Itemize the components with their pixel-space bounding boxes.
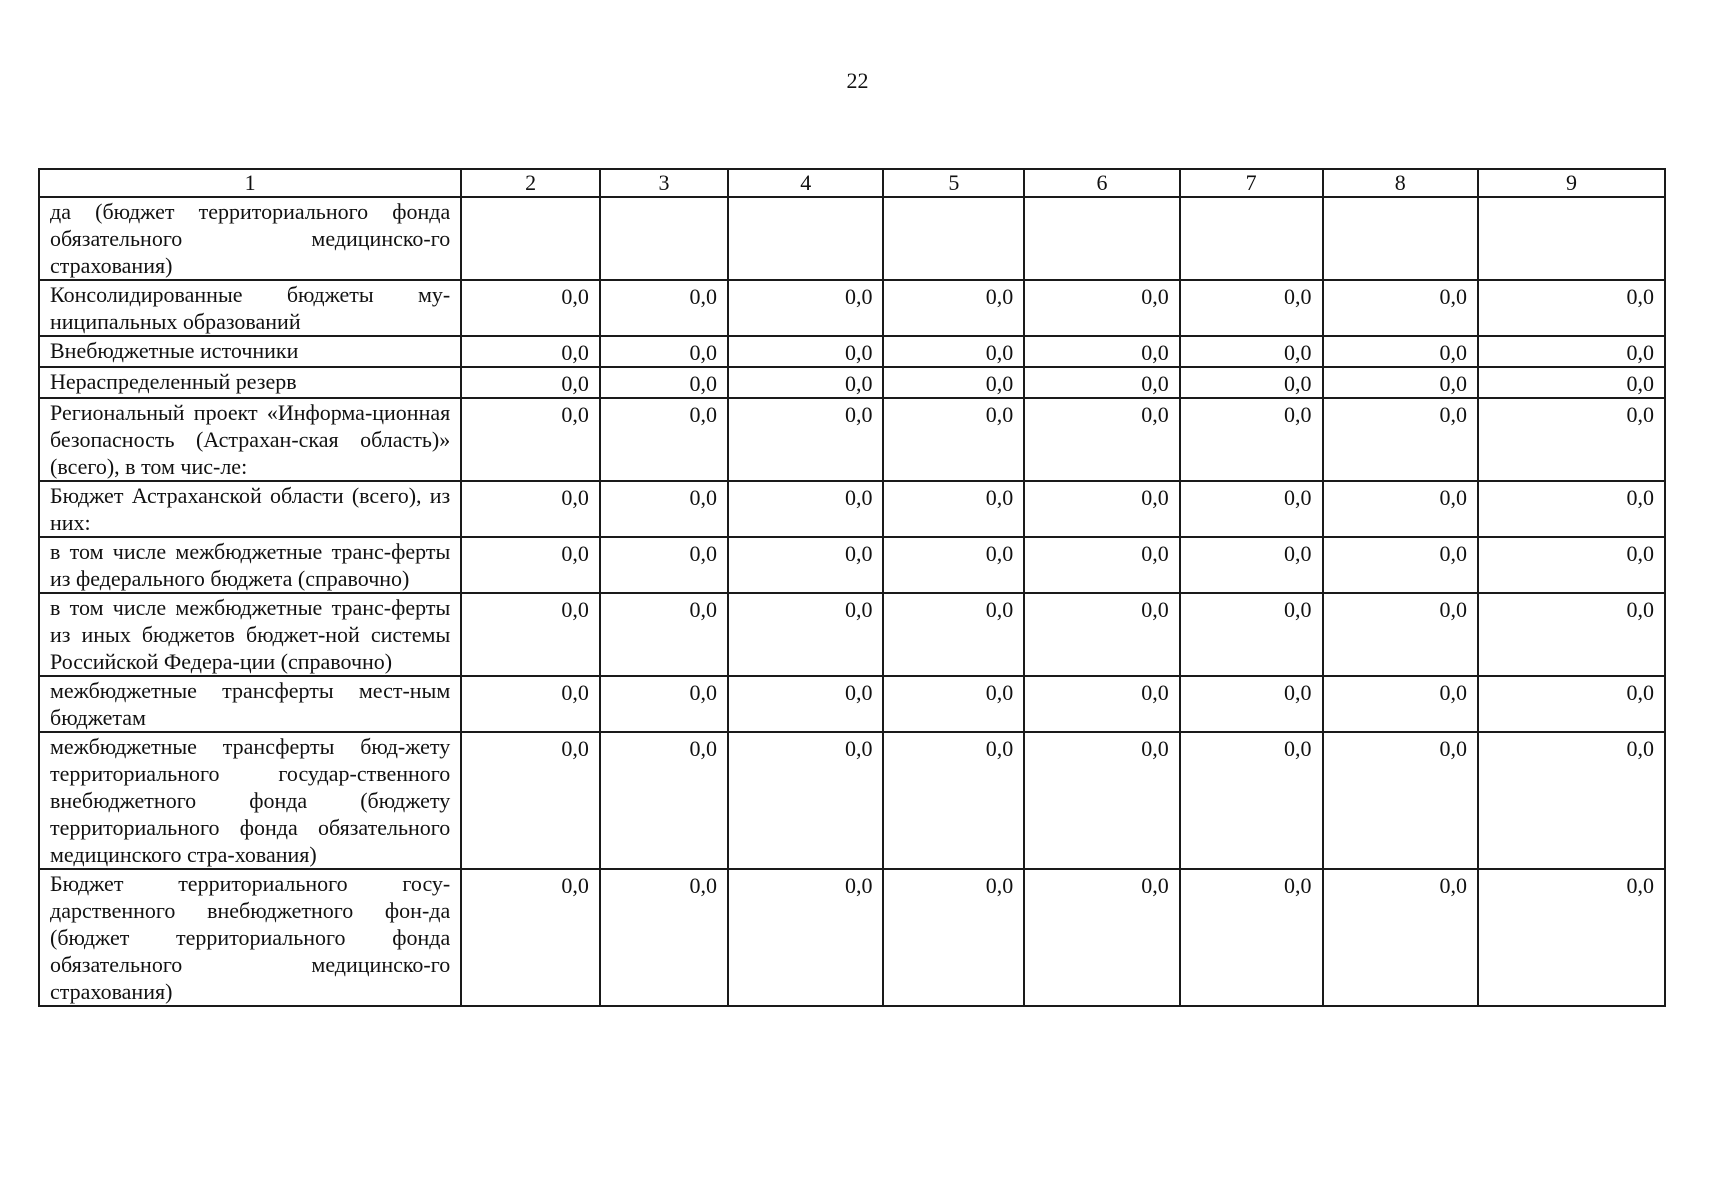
table-body [39, 169, 1665, 1006]
cell-value: 0,0 [1180, 280, 1323, 336]
cell-value: 0,0 [1323, 398, 1478, 481]
cell-value: 0,0 [1323, 537, 1478, 593]
cell-value: 0,0 [1180, 869, 1323, 1006]
column-header: 3 [600, 169, 728, 197]
column-header: 4 [728, 169, 883, 197]
cell-value: 0,0 [1180, 732, 1323, 869]
cell-value: 0,0 [883, 676, 1024, 732]
cell-value: 0,0 [728, 869, 883, 1006]
table-row [39, 537, 1665, 593]
cell-value: 0,0 [461, 593, 600, 676]
row-label: Консолидированные бюджеты му-ниципальных образований [39, 280, 461, 336]
cell-value: 0,0 [1478, 398, 1665, 481]
cell-value: 0,0 [461, 336, 600, 367]
cell-value: 0,0 [1024, 481, 1179, 537]
cell-value: 0,0 [1024, 593, 1179, 676]
cell-value: 0,0 [461, 537, 600, 593]
table-row [39, 481, 1665, 537]
cell-value: 0,0 [1024, 676, 1179, 732]
cell-value: 0,0 [883, 336, 1024, 367]
table-row [39, 732, 1665, 869]
cell-value: 0,0 [1323, 676, 1478, 732]
cell-value: 0,0 [1180, 367, 1323, 398]
cell-value [728, 197, 883, 280]
cell-value: 0,0 [728, 593, 883, 676]
table-row [39, 593, 1665, 676]
cell-value: 0,0 [1478, 732, 1665, 869]
cell-value: 0,0 [1478, 593, 1665, 676]
cell-value [883, 197, 1024, 280]
cell-value: 0,0 [1180, 481, 1323, 537]
table-row [39, 197, 1665, 280]
cell-value: 0,0 [728, 732, 883, 869]
cell-value: 0,0 [1323, 481, 1478, 537]
cell-value: 0,0 [600, 280, 728, 336]
cell-value: 0,0 [461, 869, 600, 1006]
cell-value: 0,0 [883, 367, 1024, 398]
page-number: 22 [846, 68, 869, 93]
cell-value [461, 197, 600, 280]
cell-value: 0,0 [883, 398, 1024, 481]
cell-value: 0,0 [883, 869, 1024, 1006]
cell-value: 0,0 [1024, 336, 1179, 367]
cell-value: 0,0 [600, 336, 728, 367]
cell-value: 0,0 [461, 398, 600, 481]
row-label: Региональный проект «Информа-ционная безопасность (Астрахан-ская область)» (всего), в том чис-ле: [39, 398, 461, 481]
cell-value: 0,0 [728, 367, 883, 398]
cell-value: 0,0 [600, 593, 728, 676]
row-label: Нераспределенный резерв [39, 367, 461, 398]
cell-value [1024, 197, 1179, 280]
cell-value: 0,0 [1323, 869, 1478, 1006]
cell-value: 0,0 [461, 732, 600, 869]
cell-value: 0,0 [1478, 336, 1665, 367]
cell-value [1180, 197, 1323, 280]
row-label: межбюджетные трансферты мест-ным бюджетам [39, 676, 461, 732]
cell-value: 0,0 [600, 481, 728, 537]
cell-value: 0,0 [1024, 280, 1179, 336]
cell-value: 0,0 [1180, 398, 1323, 481]
cell-value: 0,0 [1024, 537, 1179, 593]
cell-value: 0,0 [461, 676, 600, 732]
cell-value: 0,0 [1024, 398, 1179, 481]
cell-value: 0,0 [1323, 336, 1478, 367]
cell-value: 0,0 [1024, 732, 1179, 869]
cell-value: 0,0 [1323, 593, 1478, 676]
cell-value: 0,0 [600, 732, 728, 869]
cell-value: 0,0 [1478, 869, 1665, 1006]
column-header: 7 [1180, 169, 1323, 197]
cell-value: 0,0 [461, 481, 600, 537]
table-row [39, 280, 1665, 336]
cell-value: 0,0 [1478, 537, 1665, 593]
cell-value: 0,0 [1478, 367, 1665, 398]
cell-value: 0,0 [883, 732, 1024, 869]
cell-value: 0,0 [728, 481, 883, 537]
row-label: межбюджетные трансферты бюд-жету территориального государ-ственного внебюджетного фонда (бюджету территориального фонда обязательного медицинского стра-хования) [39, 732, 461, 869]
cell-value: 0,0 [600, 398, 728, 481]
column-header: 5 [883, 169, 1024, 197]
cell-value: 0,0 [461, 367, 600, 398]
cell-value: 0,0 [728, 676, 883, 732]
cell-value: 0,0 [1323, 280, 1478, 336]
cell-value: 0,0 [461, 280, 600, 336]
cell-value: 0,0 [728, 336, 883, 367]
cell-value: 0,0 [1478, 676, 1665, 732]
budget-table [38, 168, 1666, 1007]
column-header: 8 [1323, 169, 1478, 197]
row-label: да (бюджет территориального фонда обязательного медицинско-го страхования) [39, 197, 461, 280]
row-label: Бюджет Астраханской области (всего), из них: [39, 481, 461, 537]
table-row [39, 676, 1665, 732]
column-header: 1 [39, 169, 461, 197]
table-row [39, 398, 1665, 481]
column-header: 6 [1024, 169, 1179, 197]
cell-value [1323, 197, 1478, 280]
cell-value [600, 197, 728, 280]
cell-value: 0,0 [1180, 676, 1323, 732]
row-label: в том числе межбюджетные транс-ферты из федерального бюджета (справочно) [39, 537, 461, 593]
table-row [39, 336, 1665, 367]
cell-value: 0,0 [883, 537, 1024, 593]
cell-value: 0,0 [600, 367, 728, 398]
cell-value: 0,0 [1180, 537, 1323, 593]
cell-value: 0,0 [1024, 869, 1179, 1006]
cell-value: 0,0 [1478, 280, 1665, 336]
row-label: в том числе межбюджетные транс-ферты из иных бюджетов бюджет-ной системы Российской Федера-ции (справочно) [39, 593, 461, 676]
cell-value: 0,0 [1478, 481, 1665, 537]
cell-value: 0,0 [1323, 367, 1478, 398]
column-header: 2 [461, 169, 600, 197]
table-row [39, 869, 1665, 1006]
cell-value: 0,0 [883, 280, 1024, 336]
cell-value: 0,0 [728, 280, 883, 336]
cell-value: 0,0 [600, 537, 728, 593]
cell-value: 0,0 [1180, 336, 1323, 367]
cell-value: 0,0 [600, 869, 728, 1006]
cell-value: 0,0 [600, 676, 728, 732]
cell-value: 0,0 [1323, 732, 1478, 869]
table-header-row [39, 169, 1665, 197]
cell-value: 0,0 [883, 481, 1024, 537]
cell-value: 0,0 [728, 398, 883, 481]
row-label: Внебюджетные источники [39, 336, 461, 367]
row-label: Бюджет территориального госу-дарственного внебюджетного фон-да (бюджет территориального фонда обязательного медицинско-го страхования) [39, 869, 461, 1006]
table-row [39, 367, 1665, 398]
column-header: 9 [1478, 169, 1665, 197]
cell-value: 0,0 [883, 593, 1024, 676]
cell-value: 0,0 [728, 537, 883, 593]
cell-value: 0,0 [1180, 593, 1323, 676]
cell-value: 0,0 [1024, 367, 1179, 398]
cell-value [1478, 197, 1665, 280]
